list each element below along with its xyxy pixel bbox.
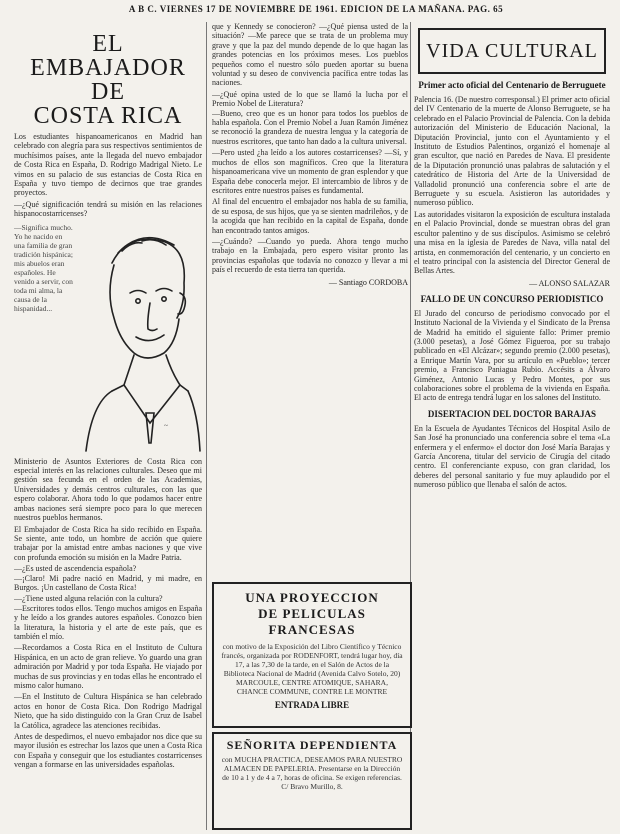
article-paragraph: Antes de despedirnos, el nuevo embajador nos dice que su mayor ilusión es estrechar los lazos que unen a Costa Rica con España y conseguir que los estudiantes costarricenses vengan a formarse en las universidades españolas. bbox=[14, 732, 202, 770]
ambassador-caricature bbox=[72, 223, 202, 453]
advert-entry-label: ENTRADA LIBRE bbox=[274, 700, 350, 710]
question: —¿Es usted de ascendencia española? bbox=[14, 564, 137, 574]
question: —¿Qué opina usted de lo que se llamó la lucha por el Premio Nobel de Literatura? bbox=[212, 89, 408, 109]
article-intro: Los estudiantes hispanoamericanos en Madrid han celebrado con alegría para sus respectivos sentimientos de muchísimos países, ante la llegada del nuevo embajador de Costa Rica en España, D. Rodrigo Madrigal Nieto. Le vimos en su palacio de sus estancias de Costa Rica en España y tuvo tiempo de decirnos que trae grandes proyectos. bbox=[14, 132, 202, 198]
news-paragraph: En la Escuela de Ayudantes Técnicos del Hospital Asilo de San José ha pronunciado una conferencia sobre el tema «La enfermera y el enfermo» el doctor don José María Barajas y García Ancorena, titular del servicio de Cirugía del citado centro. El conferenciante expuso, con gran claridad, los deberes del personal sanitario y fue muy aplaudido por el numeroso público que llenaba el salón de actos. bbox=[414, 423, 610, 490]
article-paragraph: —En el Instituto de Cultura Hispánica se han celebrado actos en honor de Costa Rica. Don Rodrigo Madrigal Nieto, que ha sido distinguido con la Gran Cruz de Isabel la Católica, agradece las atenciones recibidas. bbox=[14, 692, 202, 730]
advert-dependienta bbox=[212, 732, 412, 830]
advert-body: con MUCHA PRACTICA, DESEAMOS PARA NUESTRO ALMACEN DE PAPELERIA. Presentarse en la Dirección de 10 a 1 y de 4 a 7, horas de oficina. Se exigen referencias. C/ Bravo Murillo, 8. bbox=[221, 755, 403, 791]
article-paragraph: Al final del encuentro el embajador nos habla de su familia, de su esposa, de sus hijos, que ya se sienten madrileños, y de la acogida que han recibido en la capital de España, donde han encontrado tantos amigos. bbox=[212, 197, 408, 235]
article-embajador bbox=[14, 22, 202, 832]
article-paragraph: —Bueno, creo que es un honor para todos los pueblos de habla española. Con el Premio Nobel a Juan Ramón Jiménez se reconoció la grandeza de nuestra lengua y la categoría de nuestros escritores, que tanto han dado a la cultura universal. bbox=[212, 108, 408, 146]
column-divider bbox=[206, 22, 207, 830]
svg-text:~: ~ bbox=[164, 421, 168, 430]
section-box-title: VIDA CULTURAL bbox=[418, 28, 606, 74]
answer: —¡Claro! Mi padre nació en Madrid, y mi madre, en Burgos. ¡Un castellano de Costa Rica! bbox=[14, 573, 202, 592]
advert-heading: UNA PROYECCION bbox=[245, 590, 379, 605]
article-paragraph: El Embajador de Costa Rica ha sido recibido en España. Se siente, ante todo, un hombre de acción que quiere trabajar por la amistad entre ambas naciones y que vive con profunda emoción su misión en la Madre Patria. bbox=[14, 524, 202, 562]
article-paragraph: que y Kennedy se conocieron? —¿Qué piensa usted de la situación? —Me parece que se trata de un problema muy grave y que la paz del mundo depende de lo que hagan las grandes potencias en los próximos meses. Los pueblos pequeños como el nuestro sólo pueden aportar su buena voluntad y su deseo de convivencia pacífica entre todas las naciones. bbox=[212, 22, 408, 88]
advert-heading: SEÑORITA DEPENDIENTA bbox=[226, 738, 398, 752]
section-vida-cultural bbox=[414, 22, 610, 832]
news-paragraph: Las autoridades visitaron la exposición de escultura instalada en el Palacio Provincial, donde se muestran obras del gran escultor palentino y de sus discípulos. Asimismo se celebró una misa en la iglesia de Paredes de Nava, villa natal del artista, en conmemoración del centenario, y un concierto en el teatro principal con la asistencia del Director General de Bellas Artes. bbox=[414, 209, 610, 276]
article-paragraph: —¿Cuándo? —Cuando yo pueda. Ahora tengo mucho trabajo en la Embajada, pero espero visitar pronto las provincias españolas que todavía no conozco y llevar a mi país el recuerdo de esta tierra tan querida. bbox=[212, 236, 408, 275]
subsection-title: DISERTACION DEL DOCTOR BARAJAS bbox=[427, 408, 597, 419]
article-paragraph: —Pero usted ¿ha leído a los autores costarricenses? —Sí, y muchos de ellos son magníficos. Creo que la literatura hispanoamericana vive un momento de gran esplendor y que España debe conocerla mejor. El intercambio de libros y de escritores entre nuestros países es fundamental. bbox=[212, 148, 408, 195]
subsection-title: FALLO DE UN CONCURSO PERIODISTICO bbox=[420, 293, 604, 304]
advert-peliculas bbox=[212, 582, 412, 728]
article-continued bbox=[212, 22, 408, 592]
caricature-side-text: —Significa mucho. Yo he nacido en una familia de gran tradición hispánica; mis abuelos eran españoles. He venido a servir, con toda mi alma, la causa de la hispanidad... bbox=[14, 222, 73, 313]
question: —¿Tiene usted alguna relación con la cultura? bbox=[14, 594, 163, 604]
caricature-block bbox=[14, 223, 202, 453]
subsection-title: Primer acto oficial del Centenario de Berruguete bbox=[418, 80, 606, 90]
page-header: A B C. VIERNES 17 DE NOVIEMBRE DE 1961. EDICION DE LA MAÑANA. PAG. 65 bbox=[128, 4, 504, 14]
question: —¿Qué significación tendrá su misión en las relaciones hispanocostarricenses? bbox=[14, 199, 202, 219]
advert-heading: DE PELICULAS FRANCESAS bbox=[258, 606, 366, 637]
answer: —Escritores todos ellos. Tengo muchos amigos en España y he leído a los grandes autores españoles. Conozco bien la literatura, la historia y el arte de este país, que es también el mío. bbox=[14, 603, 202, 641]
article-title: EL EMBAJADOR DE COSTA RICA bbox=[30, 31, 186, 129]
article-paragraph: Ministerio de Asuntos Exteriores de Costa Rica con especial interés en las relaciones culturales. Deseo que mi gestión sea fecunda en el orden de las Academias, Universidades y demás centros culturales, con las que espero colaborar. Ahora todo lo que podamos hacer entre ambas naciones será siempre poco para lo que merecen nuestros pueblos hermanos. bbox=[14, 456, 202, 523]
news-paragraph: Palencia 16. (De nuestro corresponsal.) El primer acto oficial del IV Centenario de la muerte de Alonso Berruguete, se ha celebrado en el Palacio Provincial de Palencia. Con la debida autorización del Ministerio de Educación Nacional, la Diputación Provincial, junto con el Ayuntamiento y el Instituto de Estudios Palentinos, organizó el homenaje al gran escultor, que nació en Paredes de Nava. El presidente de la Diputación pronunció unas palabras de salutación y el catedrático de Historia del Arte de la Universidad de Valladolid pronunció una conferencia sobre el arte de Berruguete y su escuela. Asistieron las autoridades y numeroso público. bbox=[414, 95, 610, 208]
advert-body: con motivo de la Exposición del Libro Científico y Técnico francés, organizada por RODENFORT, tendrá lugar hoy, día 17, a las 7,30 de la tarde, en el Salón de Actos de la Biblioteca Nacional de Madrid (Avenida Calvo Sotelo, 20) MARCOULE, CENTRE ATOMIQUE, SAHARA, CHANCE COMMUNE, CONTRE LE MONTRE bbox=[221, 642, 403, 696]
article-signature: — Santiago CORDOBA bbox=[328, 277, 408, 287]
news-paragraph: El Jurado del concurso de periodismo convocado por el Instituto Nacional de la Vivienda y el Sindicato de la Prensa de Madrid ha emitido el siguiente fallo: Primer premio (3.000 pesetas), a José Gómez Figueroa, por su trabajo publicado en «El Alcázar»; segundo premio (2.000 pesetas), a Enrique Martín Vara, por su artículo en «Pueblo»; tercer premio, a Francisco Paniagua Rubio. Accésits a Álvaro Giménez, Antonio Lucas y Pedro Montes, por sus colaboraciones sobre el problema de la vivienda en España. El acto de entrega tendrá lugar en los salones del Instituto. bbox=[414, 308, 610, 403]
news-signature: — ALONSO SALAZAR bbox=[529, 278, 610, 288]
article-paragraph: —Recordamos a Costa Rica en el Instituto de Cultura Hispánica, en un acto de gran relieve. Yo guardo una gran admiración por Madrid y por toda España. He viajado por muchas de sus provincias y en todas ellas he encontrado el mismo calor humano. bbox=[14, 643, 202, 690]
